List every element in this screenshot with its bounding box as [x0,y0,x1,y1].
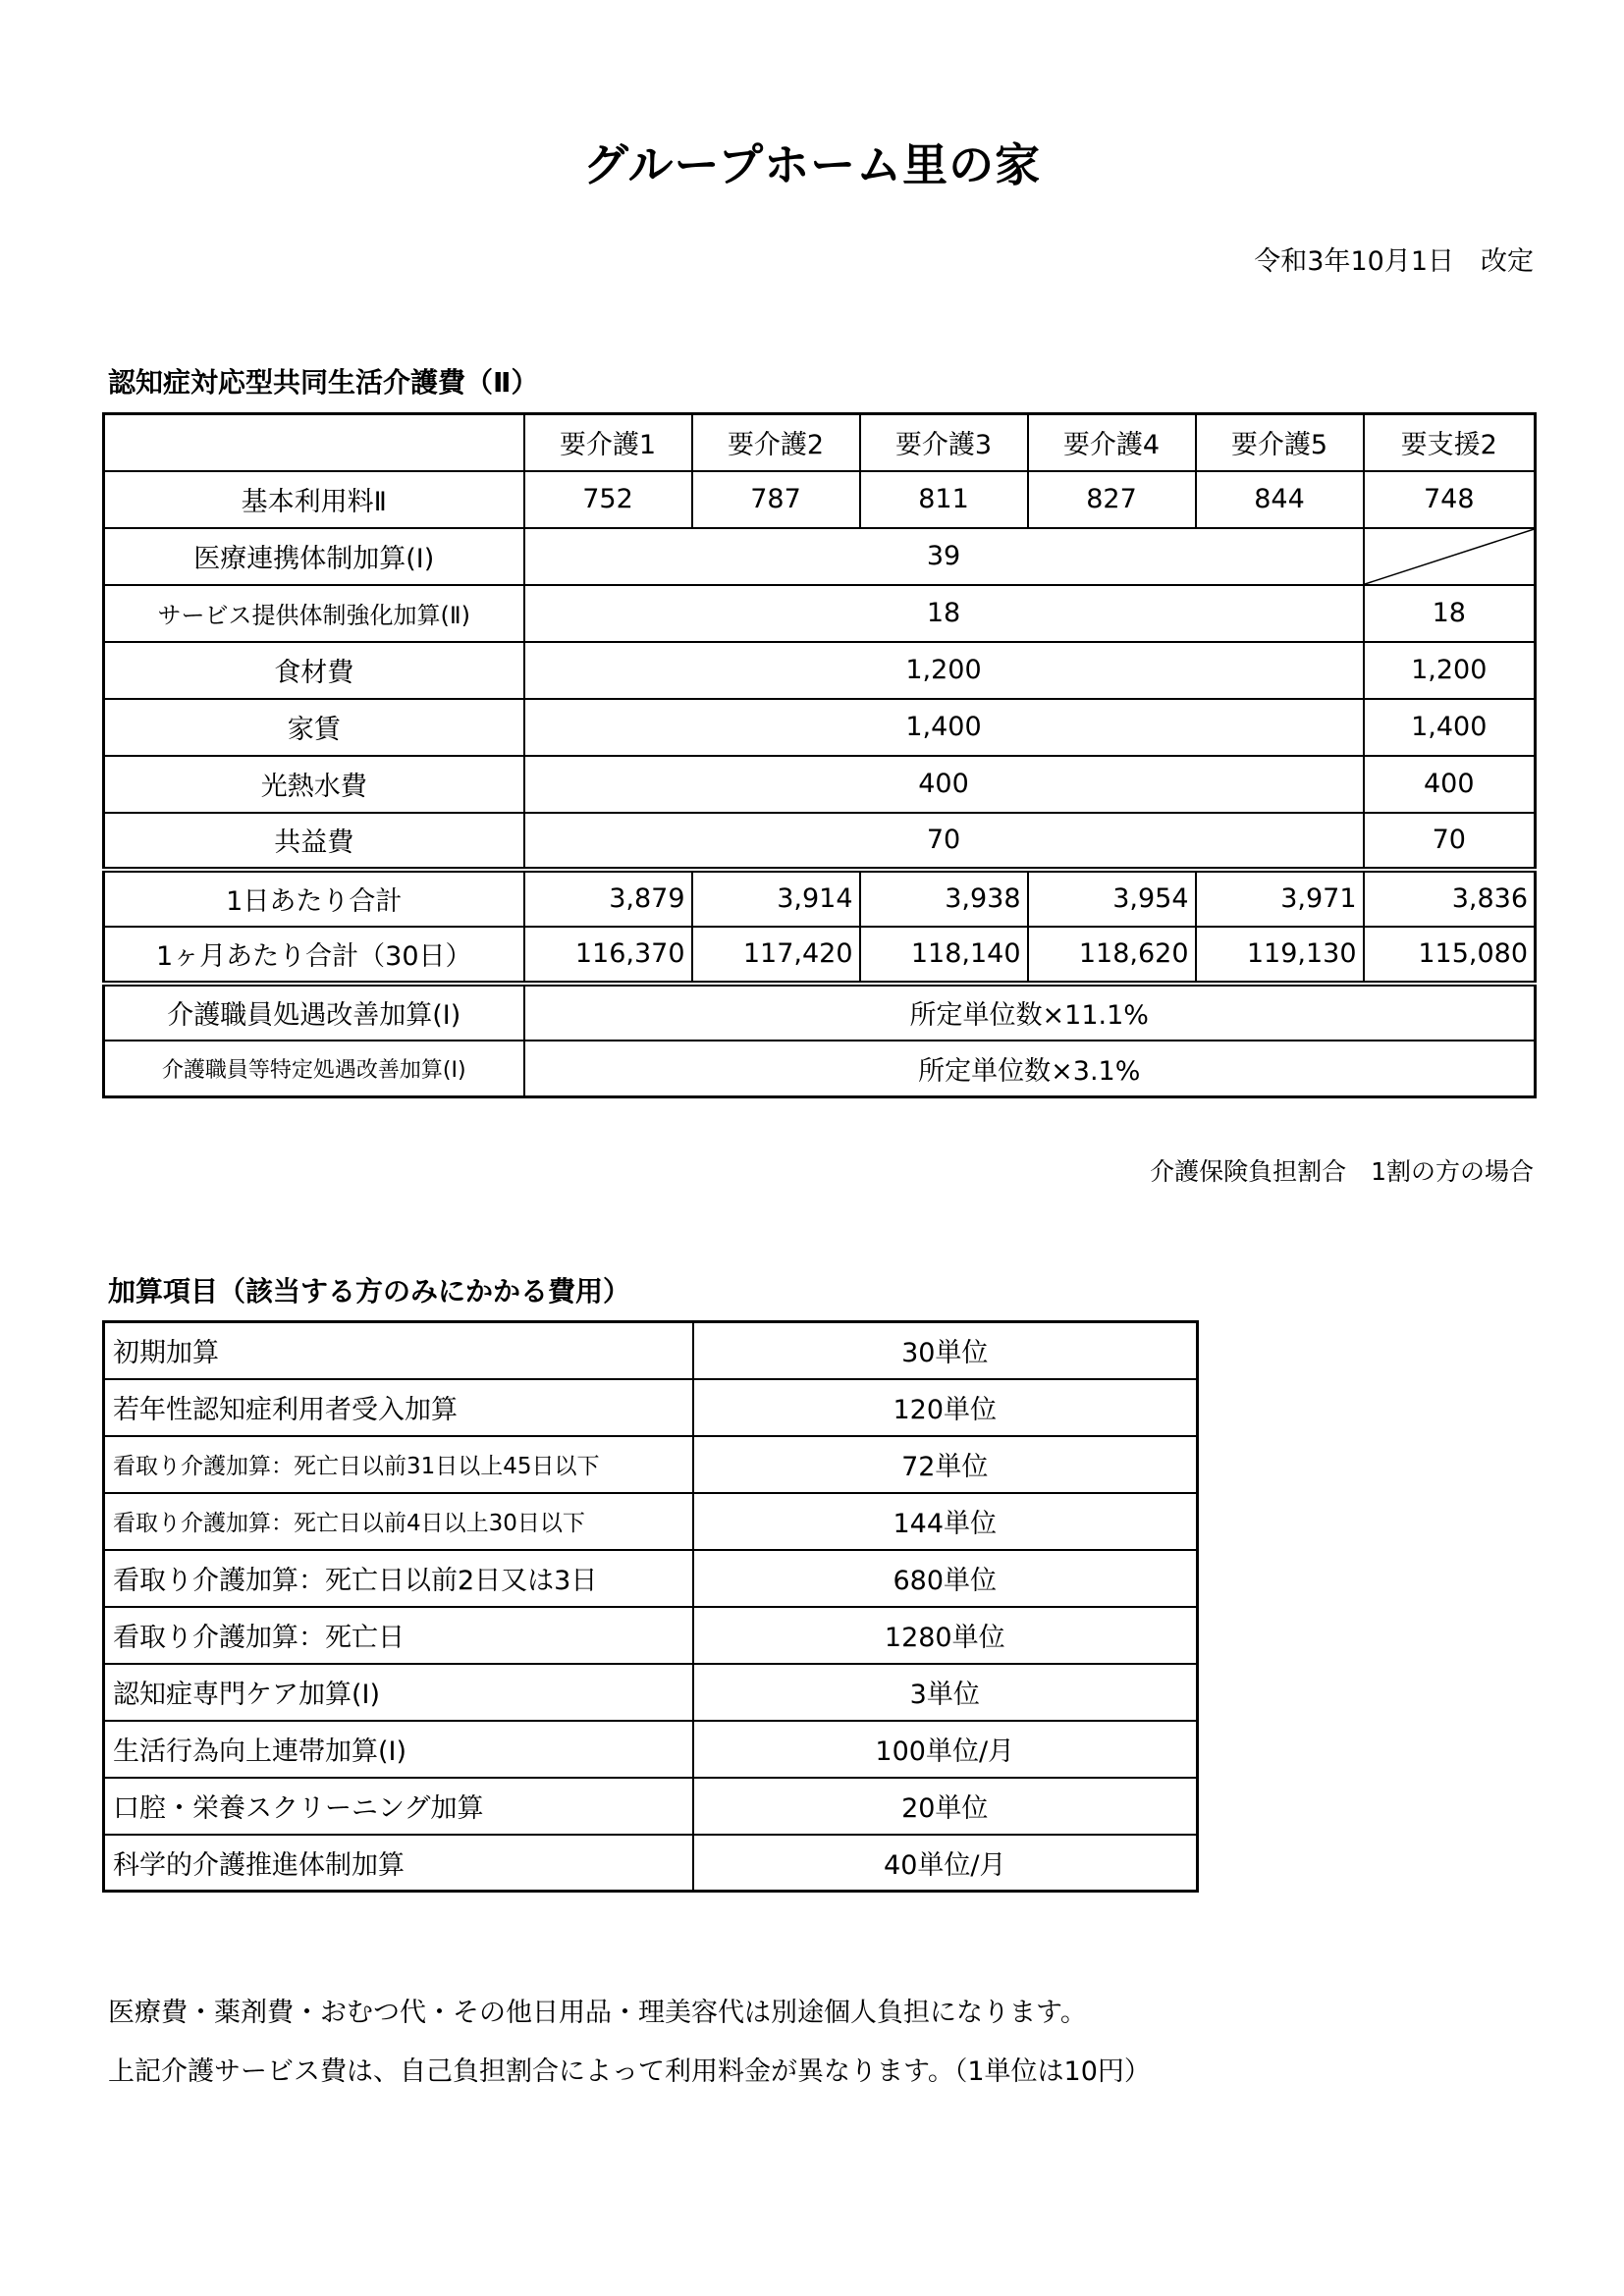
column-header: 要介護4 [1028,414,1196,471]
row-label: 基本利用料Ⅱ [104,471,524,528]
addon-label: 看取り介護加算：死亡日以前4日以上30日以下 [104,1493,693,1550]
row-label: 介護職員等特定処遇改善加算(Ⅰ) [104,1041,524,1097]
utilities-row [104,756,1536,813]
support-value: 1,400 [1364,699,1536,756]
total-value: 119,130 [1196,927,1364,984]
total-value: 3,971 [1196,870,1364,927]
addon-label: 看取り介護加算：死亡日以前2日又は3日 [104,1550,693,1607]
fee-value: 748 [1364,471,1536,528]
service-system-row [104,585,1536,642]
support-value: 18 [1364,585,1536,642]
column-header: 要支援2 [1364,414,1536,471]
addon-row [104,1322,1198,1379]
food-row [104,642,1536,699]
row-label: 共益費 [104,813,524,870]
total-value: 115,080 [1364,927,1536,984]
addon-label: 若年性認知症利用者受入加算 [104,1379,693,1436]
total-value: 3,954 [1028,870,1196,927]
not-applicable-cell [1364,528,1536,585]
row-label: 光熱水費 [104,756,524,813]
fee-value: 811 [860,471,1028,528]
addon-value: 1280単位 [693,1607,1198,1664]
merged-value: 1,200 [524,642,1364,699]
fee-value: 844 [1196,471,1364,528]
merged-value: 所定単位数×3.1% [524,1041,1536,1097]
addon-value: 120単位 [693,1379,1198,1436]
addon-label: 看取り介護加算：死亡日以前31日以上45日以下 [104,1436,693,1493]
fee-value: 752 [524,471,692,528]
addon-row [104,1607,1198,1664]
addon-label: 科学的介護推進体制加算 [104,1835,693,1892]
fee-value: 787 [692,471,860,528]
specific-treatment-row [104,1041,1536,1097]
row-label: 医療連携体制加算(Ⅰ) [104,528,524,585]
merged-value: 39 [524,528,1364,585]
common-row [104,813,1536,870]
merged-value: 1,400 [524,699,1364,756]
addon-section-heading: 加算項目（該当する方のみにかかる費用） [108,1275,631,1308]
row-label: 介護職員処遇改善加算(Ⅰ) [104,984,524,1041]
row-label: 1ヶ月あたり合計（30日） [104,927,524,984]
addon-label: 認知症専門ケア加算(Ⅰ) [104,1664,693,1721]
addon-row [104,1721,1198,1778]
total-value: 3,879 [524,870,692,927]
addon-label: 看取り介護加算：死亡日 [104,1607,693,1664]
column-header: 要介護1 [524,414,692,471]
fee-section-heading: 認知症対応型共同生活介護費（Ⅱ） [108,366,539,399]
addon-value: 144単位 [693,1493,1198,1550]
addon-row [104,1550,1198,1607]
addon-value: 72単位 [693,1436,1198,1493]
addon-value: 30単位 [693,1322,1198,1379]
addon-row [104,1778,1198,1835]
column-header: 要介護5 [1196,414,1364,471]
total-value: 3,836 [1364,870,1536,927]
diagonal-slash-icon [1365,529,1535,584]
merged-value: 70 [524,813,1364,870]
addon-table [102,1320,1199,1893]
footnote-personal-costs: 医療費・薬剤費・おむつ代・その他日用品・理美容代は別途個人負担になります。 [108,1998,1087,2028]
addon-label: 口腔・栄養スクリーニング加算 [104,1778,693,1835]
fee-table-note: 介護保険負担割合 1割の方の場合 [1150,1157,1534,1186]
staff-treatment-row [104,984,1536,1041]
addon-row [104,1664,1198,1721]
fee-value: 827 [1028,471,1196,528]
support-value: 70 [1364,813,1536,870]
row-label: 1日あたり合計 [104,870,524,927]
basic-fee-row [104,471,1536,528]
addon-value: 40単位/月 [693,1835,1198,1892]
header-empty-cell [104,414,524,471]
column-header: 要介護2 [692,414,860,471]
addon-row [104,1835,1198,1892]
row-label: 家賃 [104,699,524,756]
footnote-copay-rate: 上記介護サービス費は、自己負担割合によって利用料金が異なります。（1単位は10円） [108,2056,1151,2087]
merged-value: 400 [524,756,1364,813]
revision-date: 令和3年10月1日 改定 [1254,246,1534,277]
addon-label: 初期加算 [104,1322,693,1379]
total-value: 117,420 [692,927,860,984]
addon-row [104,1436,1198,1493]
total-value: 116,370 [524,927,692,984]
addon-row [104,1493,1198,1550]
daily-total-row [104,870,1536,927]
page-title: グループホーム里の家 [582,138,1042,191]
support-value: 1,200 [1364,642,1536,699]
fee-header-row [104,414,1536,471]
fee-table [102,412,1537,1098]
row-label: 食材費 [104,642,524,699]
addon-row [104,1379,1198,1436]
total-value: 118,140 [860,927,1028,984]
total-value: 118,620 [1028,927,1196,984]
total-value: 3,914 [692,870,860,927]
addon-label: 生活行為向上連帯加算(Ⅰ) [104,1721,693,1778]
merged-value: 18 [524,585,1364,642]
total-value: 3,938 [860,870,1028,927]
monthly-total-row [104,927,1536,984]
row-label: サービス提供体制強化加算(Ⅱ) [104,585,524,642]
medical-coop-row [104,528,1536,585]
addon-value: 3単位 [693,1664,1198,1721]
support-value: 400 [1364,756,1536,813]
addon-value: 680単位 [693,1550,1198,1607]
merged-value: 所定単位数×11.1% [524,984,1536,1041]
column-header: 要介護3 [860,414,1028,471]
addon-value: 20単位 [693,1778,1198,1835]
addon-value: 100単位/月 [693,1721,1198,1778]
rent-row [104,699,1536,756]
